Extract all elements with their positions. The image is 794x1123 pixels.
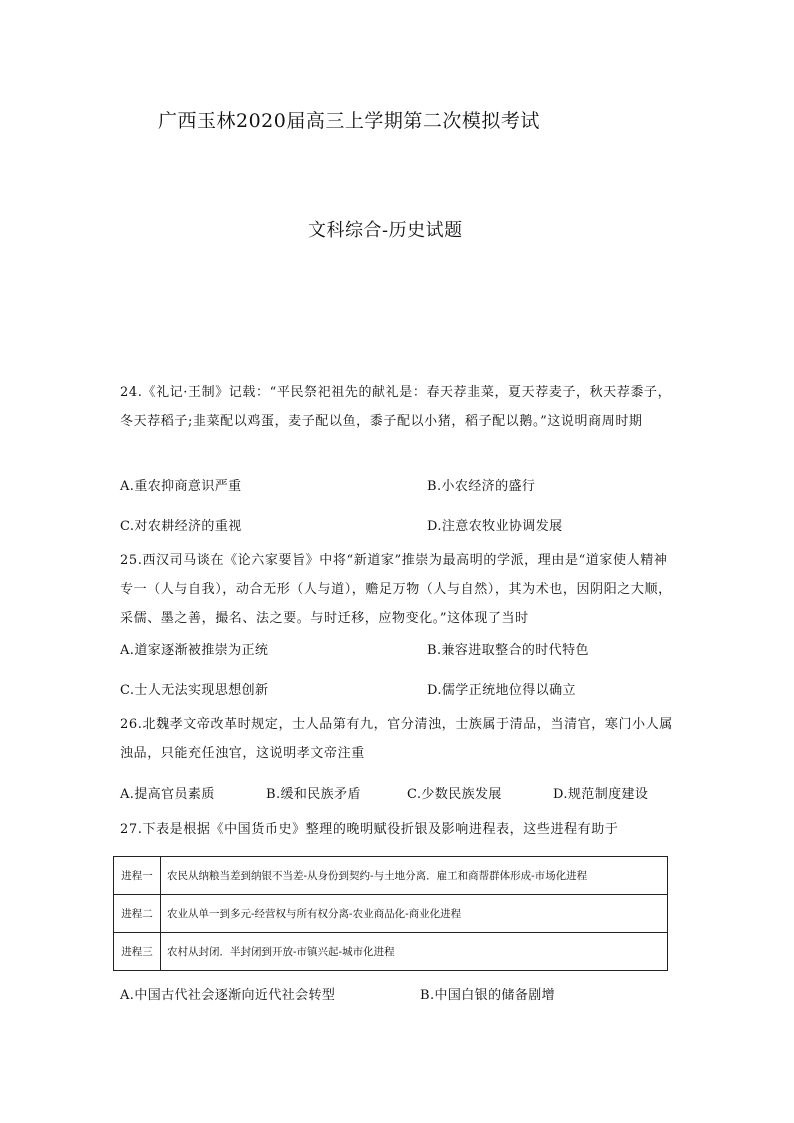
exam-title: 广西玉林2020届高三上学期第二次模拟考试 (158, 110, 540, 132)
question-25-option-a: A.道家逐渐被推崇为正统 (120, 643, 269, 658)
question-24-option-b: B.小农经济的盛行 (427, 479, 536, 494)
question-25-option-b: B.兼容进取整合的时代特色 (427, 643, 589, 658)
table-row-content: 农业从单一到多元-经营权与所有权分离-农业商品化-商业化进程 (161, 895, 668, 933)
question-26-option-b: B.缓和民族矛盾 (266, 787, 361, 802)
question-25-option-d: D.儒学正统地位得以确立 (427, 683, 576, 698)
table-row (114, 857, 668, 895)
table-row-content: 农村从封闭．半封闭到开放-市镇兴起-城市化进程 (161, 933, 668, 971)
question-26-option-c: C.少数民族发展 (407, 787, 502, 802)
table-row (114, 895, 668, 933)
question-26-option-d: D.规范制度建设 (553, 787, 649, 802)
table-row-label: 进程二 (114, 895, 161, 933)
question-27-option-b: B.中国白银的储备剧增 (420, 988, 556, 1003)
table-row-content: 农民从纳粮当差到纳银不当差-从身份到契约-与土地分离．雇工和商帮群体形成-市场化进程 (161, 857, 668, 895)
question-25-option-c: C.士人无法实现思想创新 (120, 683, 269, 698)
question-24-option-a: A.重农抑商意识严重 (120, 479, 242, 494)
question-24-stem: 24.《礼记·王制》记载：“平民祭祀祖先的献礼是：春天荐韭菜，夏天荐麦子，秋天荐黍子，冬天荐稻子;韭菜配以鸡蛋，麦子配以鱼，黍子配以小猪，稻子配以鹅。”这说明商周时期 (120, 385, 672, 429)
exam-subtitle: 文科综合-历史试题 (308, 220, 463, 241)
question-27-option-a: A.中国古代社会逐渐向近代社会转型 (120, 988, 336, 1003)
question-26-option-a: A.提高官员素质 (120, 787, 215, 802)
question-26-stem: 26.北魏孝文帝改革时规定，士人品第有九，官分清浊，士族属于清品，当清官，寒门小人属浊品，只能充任浊官，这说明孝文帝注重 (120, 717, 673, 761)
question-24-option-d: D.注意农牧业协调发展 (427, 519, 563, 534)
table-row-label: 进程三 (114, 933, 161, 971)
question-27-stem: 27.下表是根据《中国货币史》整理的晚明赋役折银及影响进程表，这些进程有助于 (120, 822, 619, 837)
table-row (114, 933, 668, 971)
question-24-option-c: C.对农耕经济的重视 (120, 519, 242, 534)
question-25-stem: 25.西汉司马谈在《论六家要旨》中将“新道家”推崇为最高明的学派，理由是“道家使人精神专一（人与自我），动合无形（人与道），赡足万物（人与自然），其为术也，因阴阳之大顺，采儒、墨之善，撮名、法之要。与时迁移，应物变化。”这体现了当时 (120, 553, 672, 626)
table-row-label: 进程一 (114, 857, 161, 895)
question-27-table (113, 856, 668, 971)
